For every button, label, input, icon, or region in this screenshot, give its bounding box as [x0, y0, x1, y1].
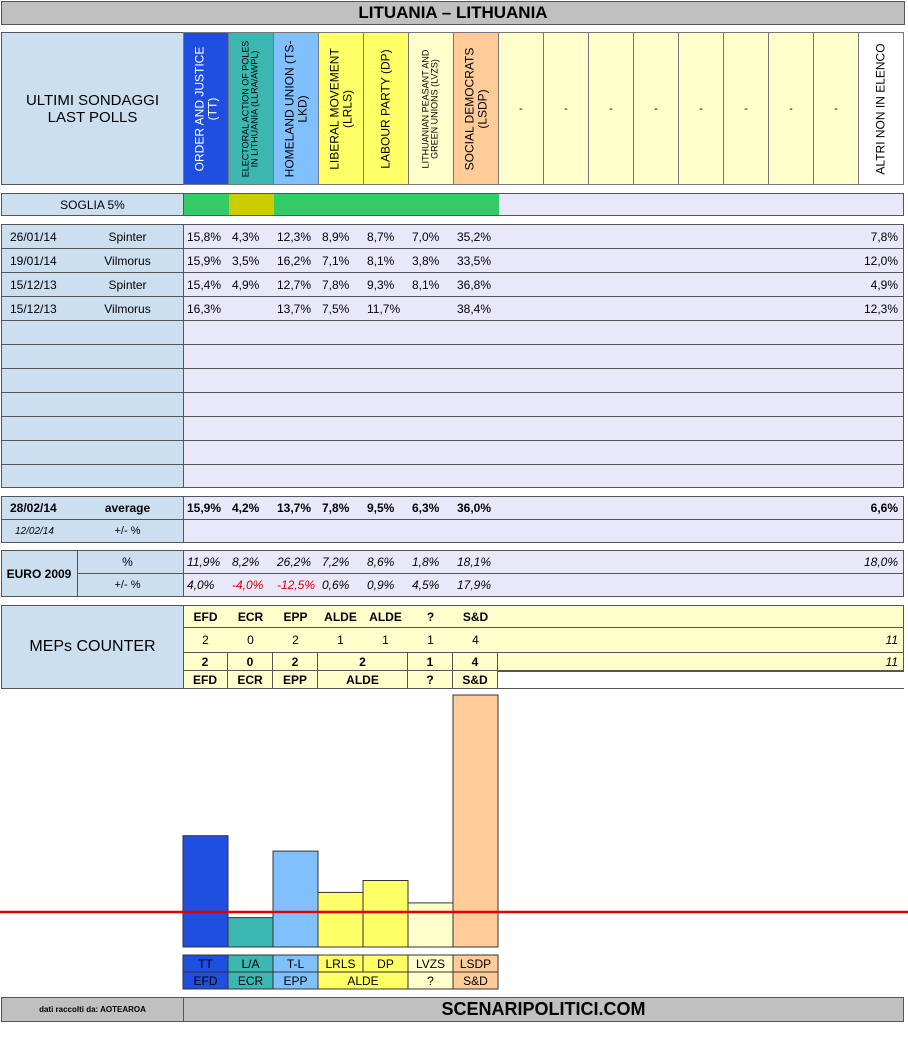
footer-credit-box	[1, 997, 184, 1022]
empty-party-dash: -	[744, 102, 748, 115]
poll-value: 13,7%	[277, 301, 312, 316]
chart-group-label: EFD	[193, 974, 218, 988]
meps-group-label: ECR	[237, 609, 264, 624]
average-value: 7,8%	[322, 500, 350, 515]
chart-group-label: EPP	[283, 974, 308, 988]
party-header-cell	[408, 32, 454, 185]
party-header-cell	[363, 32, 409, 185]
empty-party-dash: -	[789, 102, 793, 115]
poll-value: 8,9%	[322, 229, 350, 244]
poll-date: 15/12/13	[10, 277, 57, 292]
party-header-cell	[453, 32, 499, 185]
last-polls-label-box	[1, 32, 184, 185]
chart-category-label: T-L	[286, 957, 305, 971]
last-polls-label-en: LAST POLLS	[47, 108, 138, 126]
average-value: 9,5%	[367, 500, 395, 515]
threshold-cell	[409, 194, 454, 215]
meps-seat-count: 4	[472, 633, 479, 647]
chart-category-label: DP	[377, 957, 394, 971]
chart-group-label: ECR	[237, 974, 264, 988]
meps-merged-seats: 4	[453, 653, 498, 670]
poll-institute: Spinter	[108, 277, 147, 292]
euro-value: 8,2%	[232, 554, 260, 569]
meps-seat-count: 1	[382, 633, 389, 647]
average-value: 13,7%	[277, 500, 312, 515]
meps-merged-seats: 2	[183, 653, 228, 670]
poll-value: 4,9%	[232, 277, 260, 292]
meps-group-label: S&D	[462, 609, 489, 624]
party-header-name: ELECTORAL ACTION OF POLES IN LITHUANIA (LLRA/AWPL)	[240, 40, 260, 177]
poll-value: 35,2%	[457, 229, 492, 244]
chart-bar	[453, 695, 498, 947]
chart-group-label: ALDE	[347, 974, 379, 988]
meps-group-label: ?	[426, 609, 435, 624]
footer-credit: dati raccolti da: AOTEAROA	[39, 1005, 146, 1014]
poll-value: 11,7%	[367, 301, 401, 316]
euro-diff-value: 0,9%	[367, 578, 395, 592]
poll-value: 7,5%	[322, 301, 350, 316]
poll-value	[228, 297, 273, 320]
poll-value: 8,7%	[367, 229, 395, 244]
empty-party-header-cell	[588, 32, 634, 185]
meps-merged-seats: 1	[408, 653, 453, 670]
meps-seat-count: 1	[337, 633, 344, 647]
poll-others-value: 4,9%	[870, 277, 898, 292]
meps-empty-area	[498, 671, 904, 688]
empty-party-dash: -	[834, 102, 838, 115]
threshold-cell	[364, 194, 409, 215]
poll-value: 3,8%	[412, 253, 440, 268]
euro-value: 8,6%	[367, 554, 395, 569]
meps-merged-group: S&D	[453, 671, 498, 688]
party-header-cell	[318, 32, 364, 185]
meps-total: 11	[885, 633, 898, 647]
chart-group-label: ?	[427, 974, 434, 988]
party-header-name: ORDER AND JUSTICE (TT)	[192, 46, 219, 171]
euro-diff-label: +/- %	[114, 579, 141, 591]
euro-diff-value: 0,6%	[322, 578, 350, 592]
meps-group-label: ALDE	[369, 609, 402, 624]
poll-value: 4,3%	[232, 229, 260, 244]
euro-value: 18,1%	[457, 554, 492, 569]
poll-value: 36,8%	[457, 277, 492, 292]
meps-left-block	[1, 605, 184, 689]
chart-bar	[318, 892, 363, 947]
meps-merged-group: EFD	[183, 671, 228, 688]
empty-party-dash: -	[699, 102, 703, 115]
chart-category-label: LRLS	[325, 957, 356, 971]
party-header-cell	[228, 32, 274, 185]
meps-merged-seats: 0	[228, 653, 273, 670]
chart-category-label: LSDP	[459, 957, 492, 971]
threshold-cell	[319, 194, 364, 215]
poll-value: 12,7%	[277, 277, 312, 292]
others-header-cell	[858, 32, 904, 185]
footer-site: SCENARIPOLITICI.COM	[441, 999, 646, 1019]
empty-party-header-cell	[768, 32, 814, 185]
poll-value: 16,3%	[187, 301, 222, 316]
meps-counter-label: MEPs COUNTER	[29, 638, 156, 655]
meps-merged-total: 11	[885, 654, 898, 669]
poll-date: 15/12/13	[10, 301, 57, 316]
meps-group-label: EPP	[283, 609, 308, 624]
empty-party-header-cell	[723, 32, 769, 185]
meps-merged-group: ?	[408, 671, 453, 688]
chart-bar	[183, 836, 228, 947]
euro-diff-value: -4,0%	[232, 578, 264, 592]
poll-value: 7,8%	[322, 277, 350, 292]
empty-party-header-cell	[543, 32, 589, 185]
poll-average-chart	[0, 690, 908, 990]
page-title: LITUANIA – LITHUANIA	[358, 3, 548, 22]
threshold-cell	[454, 194, 499, 215]
poll-institute: Vilmorus	[104, 301, 151, 316]
party-header-name: LABOUR PARTY (DP)	[378, 48, 393, 169]
poll-value: 33,5%	[457, 253, 492, 268]
empty-party-dash: -	[609, 102, 613, 115]
euro-2009-label: EURO 2009	[6, 566, 72, 581]
poll-date: 19/01/14	[10, 253, 57, 268]
chart-bar	[273, 851, 318, 947]
average-date: 28/02/14	[10, 500, 57, 515]
average-value: 6,3%	[412, 500, 440, 515]
meps-group-label: ALDE	[324, 609, 357, 624]
poll-date: 26/01/14	[10, 229, 57, 244]
empty-party-dash: -	[564, 102, 568, 115]
poll-institute: Spinter	[108, 229, 147, 244]
poll-row-divider	[1, 344, 904, 345]
chart-bar	[363, 881, 408, 948]
threshold-label-box	[1, 193, 184, 216]
empty-party-header-cell	[498, 32, 544, 185]
party-header-cell	[183, 32, 229, 185]
poll-others-value: 12,3%	[863, 301, 898, 316]
chart-category-label: L/A	[241, 957, 260, 971]
euro-others-value: 18,0%	[863, 554, 898, 569]
average-others-value: 6,6%	[870, 500, 898, 515]
poll-value: 15,4%	[187, 277, 222, 292]
poll-value: 8,1%	[412, 277, 440, 292]
poll-row-divider	[1, 416, 904, 417]
meps-merged-group: EPP	[273, 671, 318, 688]
meps-seat-count: 2	[202, 633, 209, 647]
poll-value: 12,3%	[277, 229, 312, 244]
footer-site-box	[183, 997, 904, 1022]
empty-party-header-cell	[633, 32, 679, 185]
threshold-cell	[229, 194, 274, 215]
empty-party-header-cell	[678, 32, 724, 185]
last-polls-label-it: ULTIMI SONDAGGI	[25, 91, 160, 109]
euro-value: 1,8%	[412, 554, 440, 569]
poll-value: 7,0%	[412, 229, 440, 244]
meps-merged-group: ECR	[228, 671, 273, 688]
poll-row-divider	[1, 368, 904, 369]
euro-diff-value: 17,9%	[457, 578, 492, 592]
others-header-name: ALTRI NON IN ELENCO	[873, 42, 888, 175]
euro-diff-value: 4,0%	[187, 578, 215, 592]
chart-group-label: S&D	[463, 974, 488, 988]
poll-value: 15,9%	[187, 253, 222, 268]
poll-row-divider	[1, 320, 904, 321]
chart-category-label: LVZS	[415, 957, 446, 971]
euro-value: 11,9%	[187, 554, 221, 569]
euro-diff-value: 4,5%	[412, 578, 440, 592]
party-header-name: HOMELAND UNION (TS-LKD)	[282, 40, 309, 177]
poll-institute: Vilmorus	[104, 253, 151, 268]
chart-bar	[408, 903, 453, 947]
euro-diff-value: -12,5%	[277, 578, 316, 592]
meps-seat-count: 0	[247, 633, 254, 647]
party-header-cell	[273, 32, 319, 185]
chart-bar	[228, 918, 273, 947]
average-value: 15,9%	[187, 500, 222, 515]
euro-value: 26,2%	[277, 554, 312, 569]
poll-others-value: 7,8%	[870, 229, 898, 244]
poll-value: 9,3%	[367, 277, 395, 292]
poll-row-divider	[1, 392, 904, 393]
poll-row-divider	[1, 440, 904, 441]
title-bar	[1, 1, 905, 25]
poll-value	[408, 297, 453, 320]
poll-value: 15,8%	[187, 229, 222, 244]
meps-merged-seats: 2	[318, 653, 408, 670]
empty-party-dash: -	[519, 102, 523, 115]
party-header-name: LITHUANIAN PEASANT AND GREEN UNIONS (LVZS)	[420, 49, 440, 168]
empty-party-dash: -	[654, 102, 658, 115]
party-header-name: SOCIAL DEMOCRATS (LSDP)	[462, 47, 489, 170]
threshold-label: SOGLIA 5%	[60, 197, 125, 212]
poll-others-value: 12,0%	[863, 253, 898, 268]
euro-value: 7,2%	[322, 554, 350, 569]
meps-seat-count: 1	[427, 633, 434, 647]
average-previous-date: 12/02/14	[15, 525, 54, 537]
average-value: 36,0%	[457, 500, 492, 515]
chart-category-label: TT	[198, 957, 213, 971]
empty-party-header-cell	[813, 32, 859, 185]
threshold-cell	[274, 194, 319, 215]
threshold-cell	[184, 194, 229, 215]
poll-row-divider	[1, 464, 904, 465]
average-label: average	[104, 500, 151, 515]
average-diff-label: +/- %	[114, 525, 141, 537]
poll-value: 3,5%	[232, 253, 260, 268]
poll-value: 16,2%	[277, 253, 312, 268]
poll-value: 7,1%	[322, 253, 350, 268]
meps-seat-count: 2	[292, 633, 299, 647]
meps-merged-group: ALDE	[318, 671, 408, 688]
meps-merged-seats: 2	[273, 653, 318, 670]
poll-value: 38,4%	[457, 301, 492, 316]
meps-group-label: EFD	[193, 609, 218, 624]
average-value: 4,2%	[232, 500, 260, 515]
poll-value: 8,1%	[367, 253, 395, 268]
party-header-name: LIBERAL MOVEMENT (LRLS)	[327, 47, 354, 170]
euro-pct-label: %	[122, 554, 133, 569]
